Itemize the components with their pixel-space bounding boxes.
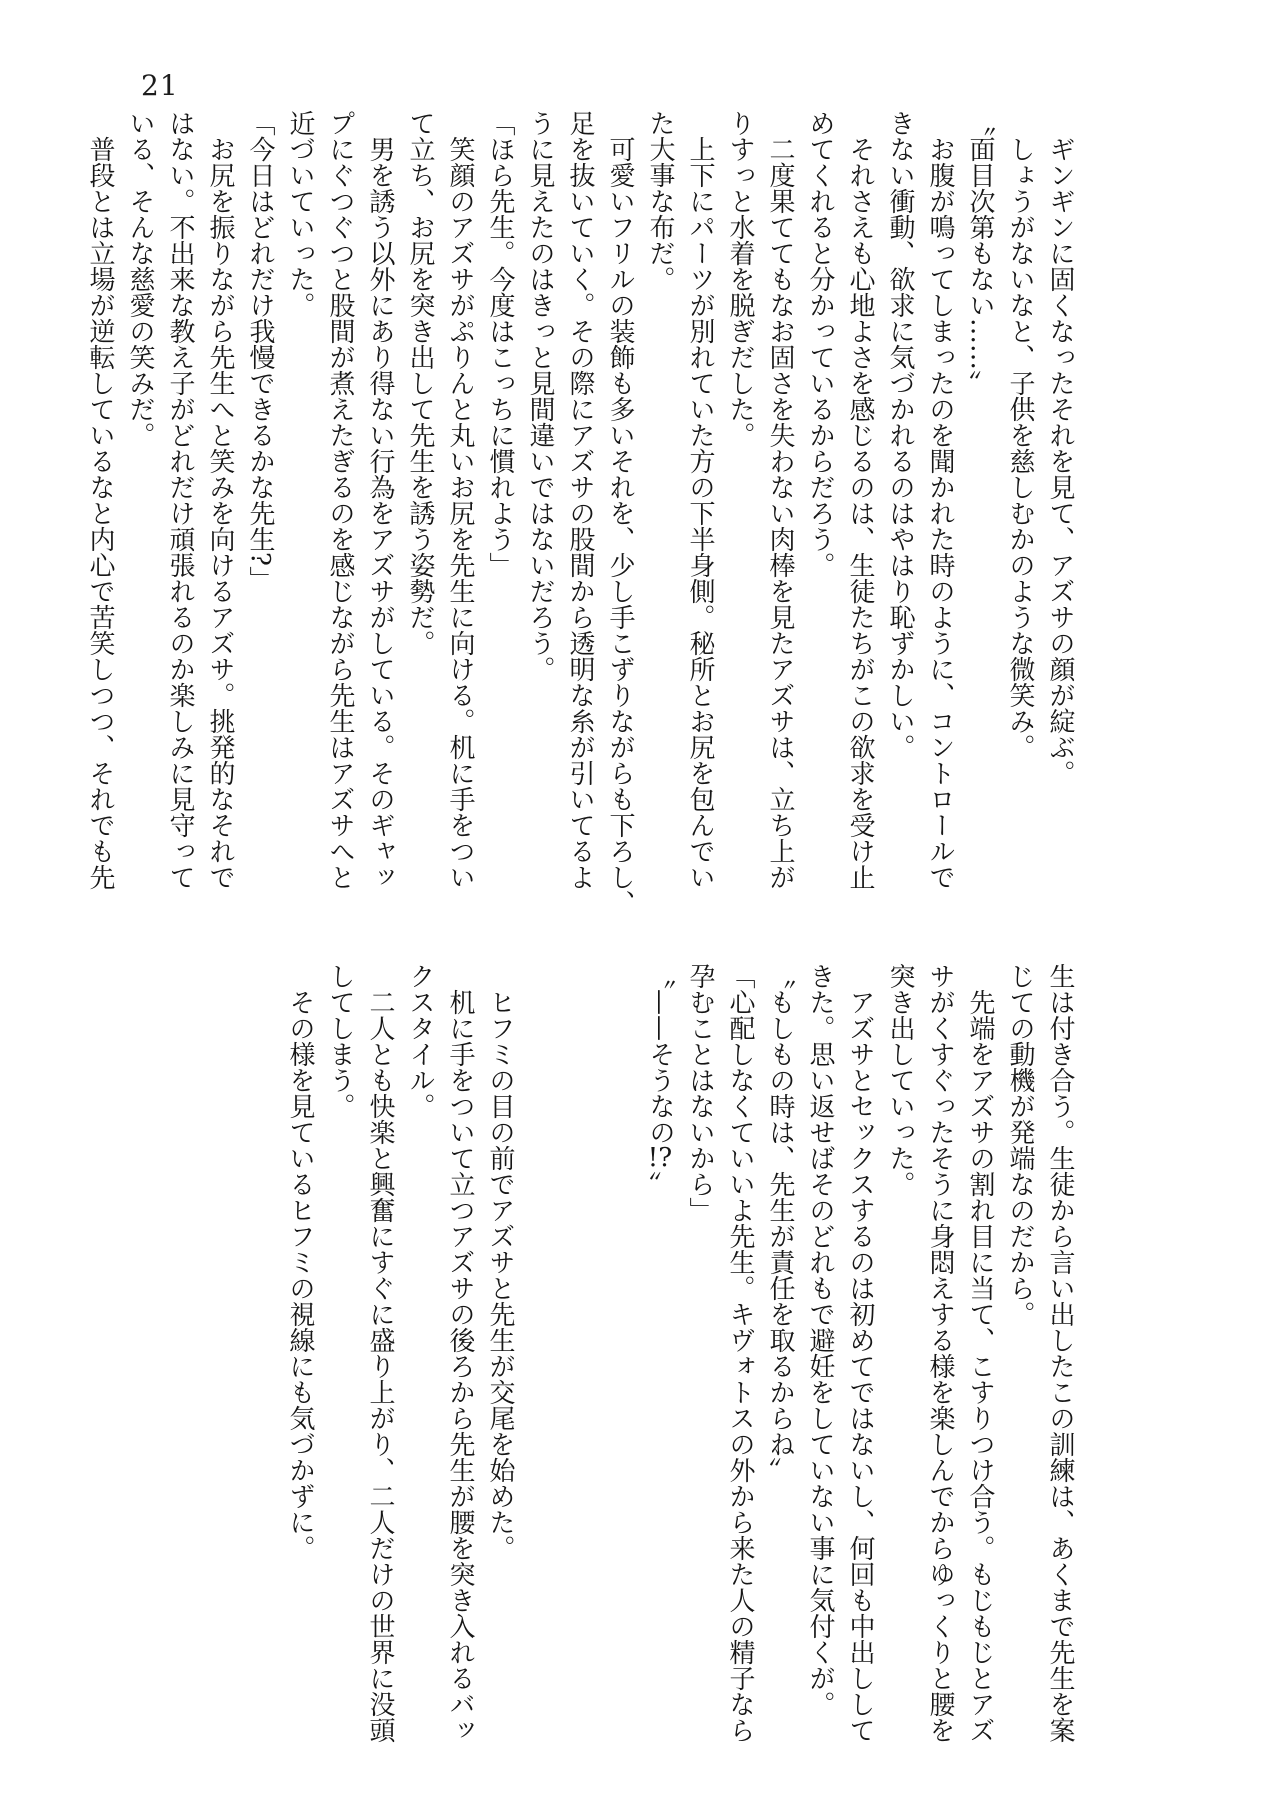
text-line: 机に手をついて立つアズサの後ろから先生が腰を突き入れるバッ <box>445 989 475 1743</box>
page-number: 21 <box>141 69 179 102</box>
text-line: 先端をアズサの割れ目に当て、こすりつけ合う。もじもじとアズ <box>965 989 995 1743</box>
text-line: 〝面目次第もない……〟 <box>965 110 995 396</box>
text-line: 〝もしもの時は、先生が責任を取るからね〟 <box>765 963 795 1483</box>
text-line: 「ほら先生。今度はこっちに慣れよう」 <box>485 110 515 578</box>
text-line: 生は付き合う。生徒から言い出したこの訓練は、あくまで先生を案 <box>1045 963 1075 1743</box>
text-line: アズサとセックスするのは初めてではないし、何回も中出しして <box>845 989 875 1743</box>
text-line: 普段とは立場が逆転しているなと内心で苦笑しつつ、それでも先 <box>85 136 115 890</box>
text-line: ヒフミの目の前でアズサと先生が交尾を始めた。 <box>485 989 515 1561</box>
text-line: 男を誘う以外にあり得ない行為をアズサがしている。そのギャッ <box>365 136 395 890</box>
text-line: ギンギンに固くなったそれを見て、アズサの顔が綻ぶ。 <box>1045 136 1075 786</box>
text-line: 突き出していった。 <box>885 963 915 1197</box>
text-line: 二人とも快楽と興奮にすぐに盛り上がり、二人だけの世界に没頭 <box>365 989 395 1743</box>
lower-text-block <box>280 963 1080 1745</box>
text-line: じての動機が発端なのだから。 <box>1005 963 1035 1327</box>
text-line: サがくすぐったそうに身悶えする様を楽しんでからゆっくりと腰を <box>925 963 955 1743</box>
text-line: 「心配しなくていいよ先生。キヴォトスの外から来た人の精子なら <box>725 963 755 1743</box>
text-line: それさえも心地よさを感じるのは、生徒たちがこの欲求を受け止 <box>845 136 875 890</box>
text-line: て立ち、お尻を突き出して先生を誘う姿勢だ。 <box>405 110 435 656</box>
text-line: きない衝動、欲求に気づかれるのはやはり恥ずかしい。 <box>885 110 915 760</box>
text-line: お尻を振りながら先生へと笑みを向けるアズサ。挑発的なそれで <box>205 136 235 890</box>
text-line: きた。思い返せばそのどれもで避妊をしていない事に気付くが。 <box>805 963 835 1717</box>
text-line: いる、そんな慈愛の笑みだ。 <box>125 110 155 448</box>
text-line: た大事な布だ。 <box>645 110 675 292</box>
text-line: 〝——そうなの!?〟 <box>645 963 675 1197</box>
blank-line <box>560 963 600 1745</box>
text-line: めてくれると分かっているからだろう。 <box>805 110 835 578</box>
text-line: お腹が鳴ってしまったのを聞かれた時のように、コントロールで <box>925 136 955 890</box>
text-line: はない。不出来な教え子がどれだけ頑張れるのか楽しみに見守って <box>165 110 195 890</box>
text-line: 二度果ててもなお固さを失わない肉棒を見たアズサは、立ち上が <box>765 136 795 890</box>
text-line: 近づいていった。 <box>285 110 315 318</box>
text-line: うに見えたのはきっと見間違いではないだろう。 <box>525 110 555 682</box>
blank-line <box>520 963 560 1745</box>
text-line: しょうがないなと、子供を慈しむかのような微笑み。 <box>1005 136 1035 760</box>
text-line: 「今日はどれだけ我慢できるかな先生?」 <box>245 110 275 592</box>
blank-line <box>600 963 640 1745</box>
text-line: 笑顔のアズサがぷりんと丸いお尻を先生に向ける。机に手をつい <box>445 136 475 890</box>
text-line: してしまう。 <box>325 963 355 1119</box>
text-line: 孕むことはないから」 <box>685 963 715 1223</box>
tatechuyoko-exclamation-question: !? <box>647 1145 673 1171</box>
text-line: 上下にパーツが別れていた方の下半身側。秘所とお尻を包んでい <box>685 136 715 890</box>
upper-text-block <box>80 110 1080 916</box>
text-line: その様を見ているヒフミの視線にも気づかずに。 <box>285 989 315 1561</box>
text-line: 可愛いフリルの装飾も多いそれを、少し手こずりながらも下ろし、 <box>605 136 635 916</box>
text-line: りすっと水着を脱ぎだした。 <box>725 110 755 448</box>
text-line: プにぐつぐつと股間が煮えたぎるのを感じながら先生はアズサへと <box>325 110 355 890</box>
text-line: クスタイル。 <box>405 963 435 1119</box>
text-line: 足を抜いていく。その際にアズサの股間から透明な糸が引いてるよ <box>565 110 595 890</box>
